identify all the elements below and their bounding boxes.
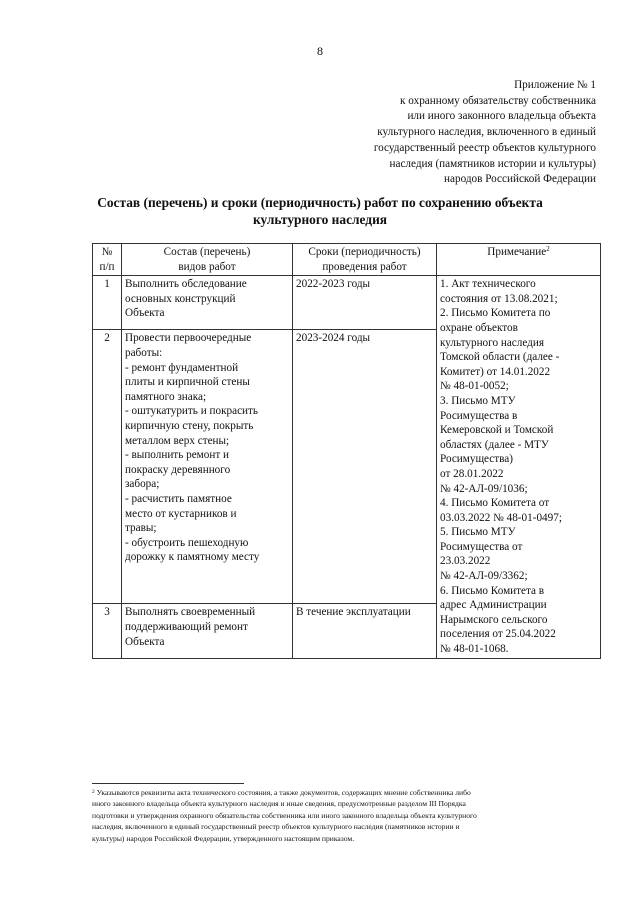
row-num: 2 xyxy=(93,330,122,604)
note-line: Росимущества в xyxy=(440,409,518,422)
work-line: - ремонт фундаментной xyxy=(125,361,239,374)
note-line: Росимущества) xyxy=(440,453,513,466)
header-work-line: видов работ xyxy=(178,260,236,273)
row-work xyxy=(122,276,293,330)
table-header-row xyxy=(93,244,601,276)
note-line: 03.03.2022 № 48-01-0497; xyxy=(440,511,562,524)
row-term: 2022-2023 годы xyxy=(293,276,437,330)
note-line: поселения от 25.04.2022 xyxy=(440,628,556,641)
work-line: Провести первоочередные xyxy=(125,332,252,345)
note-line: 23.03.2022 xyxy=(440,555,491,568)
footnote-line: культуры) народов Российской Федерации, утвержденного настоящим приказом. xyxy=(92,833,355,843)
appendix-line: или иного законного владельца объекта xyxy=(407,110,596,123)
note-line: Нарымского сельского xyxy=(440,613,548,626)
document-title xyxy=(70,194,570,228)
page-number: 8 xyxy=(317,44,323,58)
footnote-reference: 2 xyxy=(546,245,550,253)
note-cell xyxy=(437,276,601,658)
note-line: № 48-01-0052; xyxy=(440,380,509,393)
work-line: основных конструкций xyxy=(125,292,236,305)
footnote-line xyxy=(92,787,600,798)
work-line: - оштукатурить и покрасить xyxy=(125,405,259,418)
header-num-line: № xyxy=(101,246,113,258)
note-line: от 28.01.2022 xyxy=(440,467,504,480)
row-num: 1 xyxy=(93,276,122,330)
work-line: плиты и кирпичной стены xyxy=(125,376,250,389)
header-note-label: Примечание xyxy=(487,246,547,258)
header-num xyxy=(93,244,122,276)
work-line: дорожку к памятному месту xyxy=(125,551,260,564)
appendix-line: к охранному обязательству собственника xyxy=(400,94,596,107)
appendix-header xyxy=(296,78,596,188)
work-line: Объекта xyxy=(125,635,165,648)
work-line: покраску деревянного xyxy=(125,463,231,476)
work-line: металлом верх стены; xyxy=(125,434,230,447)
footnote-line: подготовки и утверждения охранного обязательства собственника или иного законного владельца объекта культурного xyxy=(92,810,477,820)
appendix-line: наследия (памятников истории и культуры) xyxy=(389,157,596,170)
note-line: адрес Администрации xyxy=(440,599,547,612)
footnote xyxy=(92,787,600,844)
note-line: Росимущества от xyxy=(440,540,523,553)
appendix-line: народов Российской Федерации xyxy=(444,173,596,186)
note-line: 4. Письмо Комитета от xyxy=(440,497,550,510)
row-term: 2023-2024 годы xyxy=(293,330,437,604)
table-row xyxy=(93,276,601,330)
header-term xyxy=(293,244,437,276)
header-num-line: п/п xyxy=(99,260,115,273)
note-line: № 42-АЛ-09/3362; xyxy=(440,570,528,583)
work-line: забора; xyxy=(125,478,160,491)
note-line: культурного наследия xyxy=(440,336,544,349)
appendix-line: культурного наследия, включенного в единый xyxy=(377,126,596,139)
work-line: место от кустарников и xyxy=(125,507,237,520)
appendix-line: Приложение № 1 xyxy=(514,79,596,91)
note-line: 6. Письмо Комитета в xyxy=(440,584,545,597)
note-line: состояния от 13.08.2021; xyxy=(440,292,558,305)
note-line: № 48-01-1068. xyxy=(440,643,509,656)
header-work xyxy=(122,244,293,276)
note-line: 2. Письмо Комитета по xyxy=(440,307,551,320)
note-line: охране объектов xyxy=(440,321,518,334)
note-line: 3. Письмо МТУ xyxy=(440,394,516,407)
work-line: - расчистить памятное xyxy=(125,492,232,505)
header-term-line: проведения работ xyxy=(322,260,407,273)
work-line: - выполнить ремонт и xyxy=(125,449,229,462)
note-line: 5. Письмо МТУ xyxy=(440,526,516,539)
work-line: поддерживающий ремонт xyxy=(125,621,248,633)
note-line: Комитет) от 14.01.2022 xyxy=(440,365,551,378)
works-table xyxy=(92,243,601,659)
row-work xyxy=(122,330,293,604)
note-line: Томской области (далее - xyxy=(440,351,560,364)
work-line: Выполнять своевременный xyxy=(125,606,256,619)
footnote-divider xyxy=(92,783,244,784)
footnote-line: иного законного владельца объекта культурного наследия и иные сведения, предусмотренные разделом III Порядка xyxy=(92,799,466,809)
row-work xyxy=(122,604,293,658)
note-line: Кемеровской и Томской xyxy=(440,424,554,437)
note-line: 1. Акт технического xyxy=(440,278,536,291)
work-line: травы; xyxy=(125,522,157,535)
title-line: Состав (перечень) и сроки (периодичность) работ по сохранению объекта xyxy=(97,195,543,210)
header-work-line: Состав (перечень) xyxy=(163,246,251,258)
title-line: культурного наследия xyxy=(252,212,388,227)
note-line: областях (далее - МТУ xyxy=(440,438,549,451)
footnote-line: наследия, включенного в единый государственный реестр объектов культурного наследия (памятников истории и xyxy=(92,822,460,832)
note-line: № 42-АЛ-09/1036; xyxy=(440,482,528,495)
footnote-text: Указываются реквизиты акта технического состояния, а также документов, содержащих мнение собственника либо xyxy=(96,788,471,797)
work-line: - обустроить пешеходную xyxy=(125,536,249,549)
footnote-mark: 2 xyxy=(92,789,95,795)
appendix-line: государственный реестр объектов культурного xyxy=(373,141,596,154)
row-num: 3 xyxy=(93,604,122,658)
work-line: кирпичную стену, покрыть xyxy=(125,419,254,432)
work-line: работы: xyxy=(125,346,163,359)
work-line: Объекта xyxy=(125,307,165,320)
header-term-line: Сроки (периодичность) xyxy=(308,246,421,258)
row-term: В течение эксплуатации xyxy=(293,604,437,658)
header-note xyxy=(437,244,601,276)
work-line: памятного знака; xyxy=(125,390,207,403)
work-line: Выполнить обследование xyxy=(125,278,247,291)
